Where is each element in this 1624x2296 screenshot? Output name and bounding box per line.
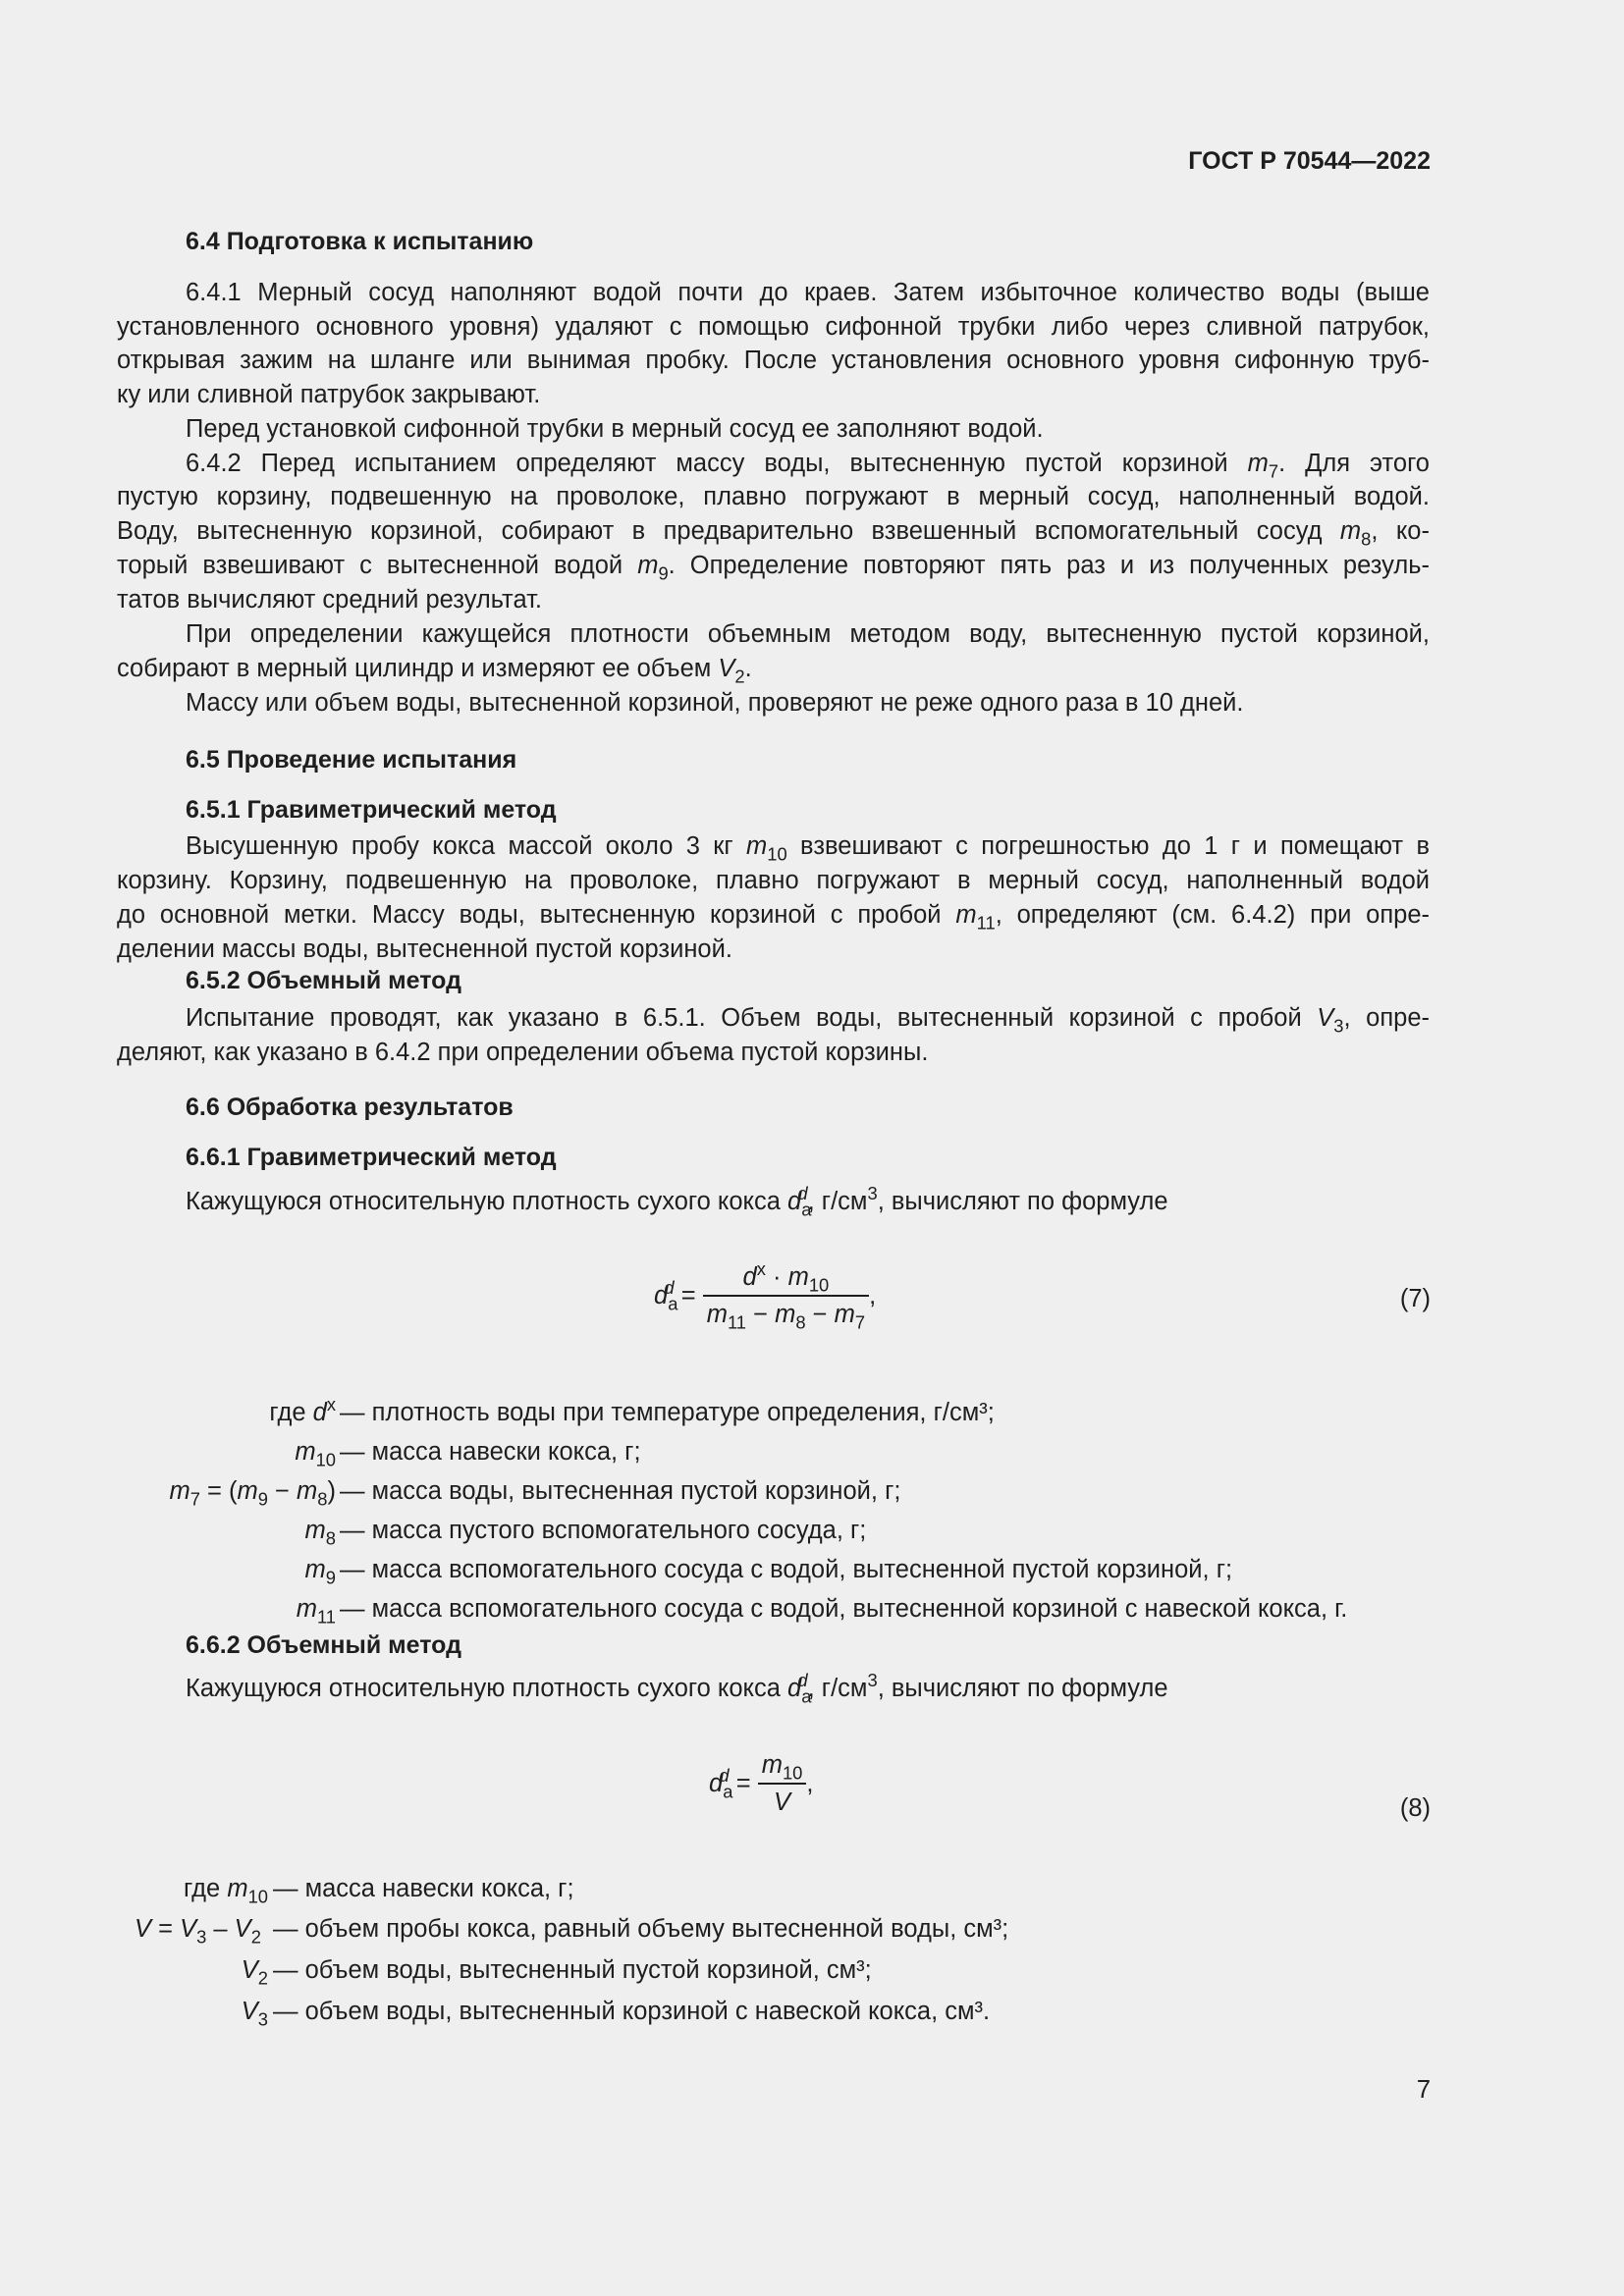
para-6-5-1-line-1: Высушенную пробу кокса массой около 3 кг $m_{10}$ взвешивают с погрешностью до 1 г и помещают в (186, 832, 1430, 865)
where7-label-dx: где $d^x$ (269, 1393, 336, 1426)
section-6-5-title: 6.5 Проведение испытания (186, 746, 517, 774)
formula-8-number: (8) (1399, 1794, 1431, 1822)
para-6-4-2-line-4: торый взвешивают с вытесненной водой $m_9$. Определение повторяют пять раз и из полученных резуль- (117, 552, 1430, 584)
section-6-6-title: 6.6 Обработка результатов (186, 1094, 514, 1121)
page-number: 7 (1416, 2076, 1431, 2104)
where7-desc-m10: — масса навески кокса, г; (340, 1438, 641, 1466)
formula-7-number: (7) (1399, 1285, 1431, 1312)
para-6-5-1-line-3: до основной метки. Массу воды, вытесненную корзиной с пробой $m_{11}$, определяют (см. 6.4.2) при опре- (117, 901, 1431, 934)
formula-7: $d_a^d$ = $\frac{d^x \cdot m_{10}}{m_{11} - m_8 - m_7}$ , (654, 1257, 877, 1333)
para-6-4-1-line-1: 6.4.1 Мерный сосуд наполняют водой почти до краев. Затем избыточное количество воды (выше (186, 279, 1430, 306)
para-check: Массу или объем воды, вытесненной корзиной, проверяют не реже одного раза в 10 дней. (186, 689, 1244, 717)
para-6-5-1-line-2: корзину. Корзину, подвешенную на проволоке, плавно погружают в мерный сосуд, наполненный водой (117, 867, 1430, 894)
para-6-4-1-line-4: ку или сливной патрубок закрывают. (117, 381, 541, 408)
section-6-5-1-title: 6.5.1 Гравиметрический метод (186, 796, 557, 824)
para-6-6-1-intro: Кажущуюся относительную плотность сухого кокса $d_a^d$, $г/см^3$, вычисляют по формуле (186, 1182, 1168, 1220)
where8-label-V2: $V_2$ (241, 1956, 268, 1989)
para-6-5-2-line-1: Испытание проводят, как указано в 6.5.1. Объем воды, вытесненный корзиной с пробой $V_3$, опре- (186, 1004, 1431, 1037)
para-6-5-1-line-4: делении массы воды, вытесненной пустой корзиной. (117, 935, 732, 963)
section-6-4-title: 6.4 Подготовка к испытанию (186, 228, 534, 255)
para-6-4-2-line-2: пустую корзину, подвешенную на проволоке, плавно погружают в мерный сосуд, наполненный водой. (117, 483, 1430, 510)
where7-desc-m9: — масса вспомогательного сосуда с водой, вытесненной пустой корзиной, г; (340, 1556, 1233, 1583)
para-siphon: Перед установкой сифонной трубки в мерный сосуд ее заполняют водой. (186, 415, 1044, 443)
formula-8: $d_a^d$ = $\frac{m_{10}}{V}$ , (709, 1751, 814, 1816)
section-6-5-2-title: 6.5.2 Объемный метод (186, 967, 461, 994)
where8-desc-m10: — масса навески кокса, г; (273, 1875, 574, 1902)
where8-label-V3: $V_3$ (241, 1998, 268, 2030)
where7-label-m7: $m_7 = (m_9 - m_8)$ (169, 1477, 336, 1510)
where7-desc-m8: — масса пустого вспомогательного сосуда, г; (340, 1517, 867, 1544)
para-6-4-1-line-2: установленного основного уровня) удаляют с помощью сифонной трубки либо через сливной патрубок, (117, 313, 1430, 341)
para-volumetric-line-1: При определении кажущейся плотности объемным методом воду, вытесненную пустой корзиной, (186, 620, 1430, 648)
para-6-4-2-line-1: 6.4.2 Перед испытанием определяют массу воды, вытесненную пустой корзиной $m_7$. Для этого (186, 450, 1430, 482)
where7-label-m9: $m_9$ (304, 1556, 336, 1588)
where8-label-m10: где $m_{10}$ (184, 1875, 268, 1907)
where7-desc-m11: — масса вспомогательного сосуда с водой, вытесненной корзиной с навеской кокса, г. (340, 1595, 1348, 1623)
para-6-4-2-line-3: Воду, вытесненную корзиной, собирают в предварительно взвешенный вспомогательный сосуд $m_8$, ко- (117, 517, 1430, 550)
where8-label-V: $V = V_3 - V_2$ (135, 1915, 261, 1948)
section-6-6-1-title: 6.6.1 Гравиметрический метод (186, 1144, 557, 1171)
document-id: ГОСТ Р 70544—2022 (1188, 147, 1431, 175)
where7-label-m11: $m_{11}$ (296, 1595, 336, 1628)
where8-desc-V2: — объем воды, вытесненный пустой корзиной, см³; (273, 1956, 872, 1984)
where7-label-m10: $m_{10}$ (295, 1438, 336, 1470)
where7-desc-dx: — плотность воды при температуре определения, г/см³; (340, 1399, 995, 1426)
section-6-6-2-title: 6.6.2 Объемный метод (186, 1631, 461, 1659)
where8-desc-V3: — объем воды, вытесненный корзиной с навеской кокса, см³. (273, 1998, 991, 2025)
where7-desc-m7: — масса воды, вытесненная пустой корзиной, г; (340, 1477, 901, 1505)
para-6-4-2-line-5: татов вычисляют средний результат. (117, 586, 543, 614)
para-volumetric-line-2: собирают в мерный цилиндр и измеряют ее объем $V_2$. (117, 655, 752, 687)
para-6-6-2-intro: Кажущуюся относительную плотность сухого кокса $d_a^d$, $г/см^3$, вычисляют по формуле (186, 1669, 1168, 1707)
para-6-4-1-line-3: открывая зажим на шланге или вынимая пробку. После установления основного уровня сифонную труб- (117, 347, 1430, 374)
where7-label-m8: $m_8$ (304, 1517, 336, 1549)
para-6-5-2-line-2: деляют, как указано в 6.4.2 при определении объема пустой корзины. (117, 1039, 929, 1066)
where8-desc-V: — объем пробы кокса, равный объему вытесненной воды, см³; (273, 1915, 1009, 1943)
